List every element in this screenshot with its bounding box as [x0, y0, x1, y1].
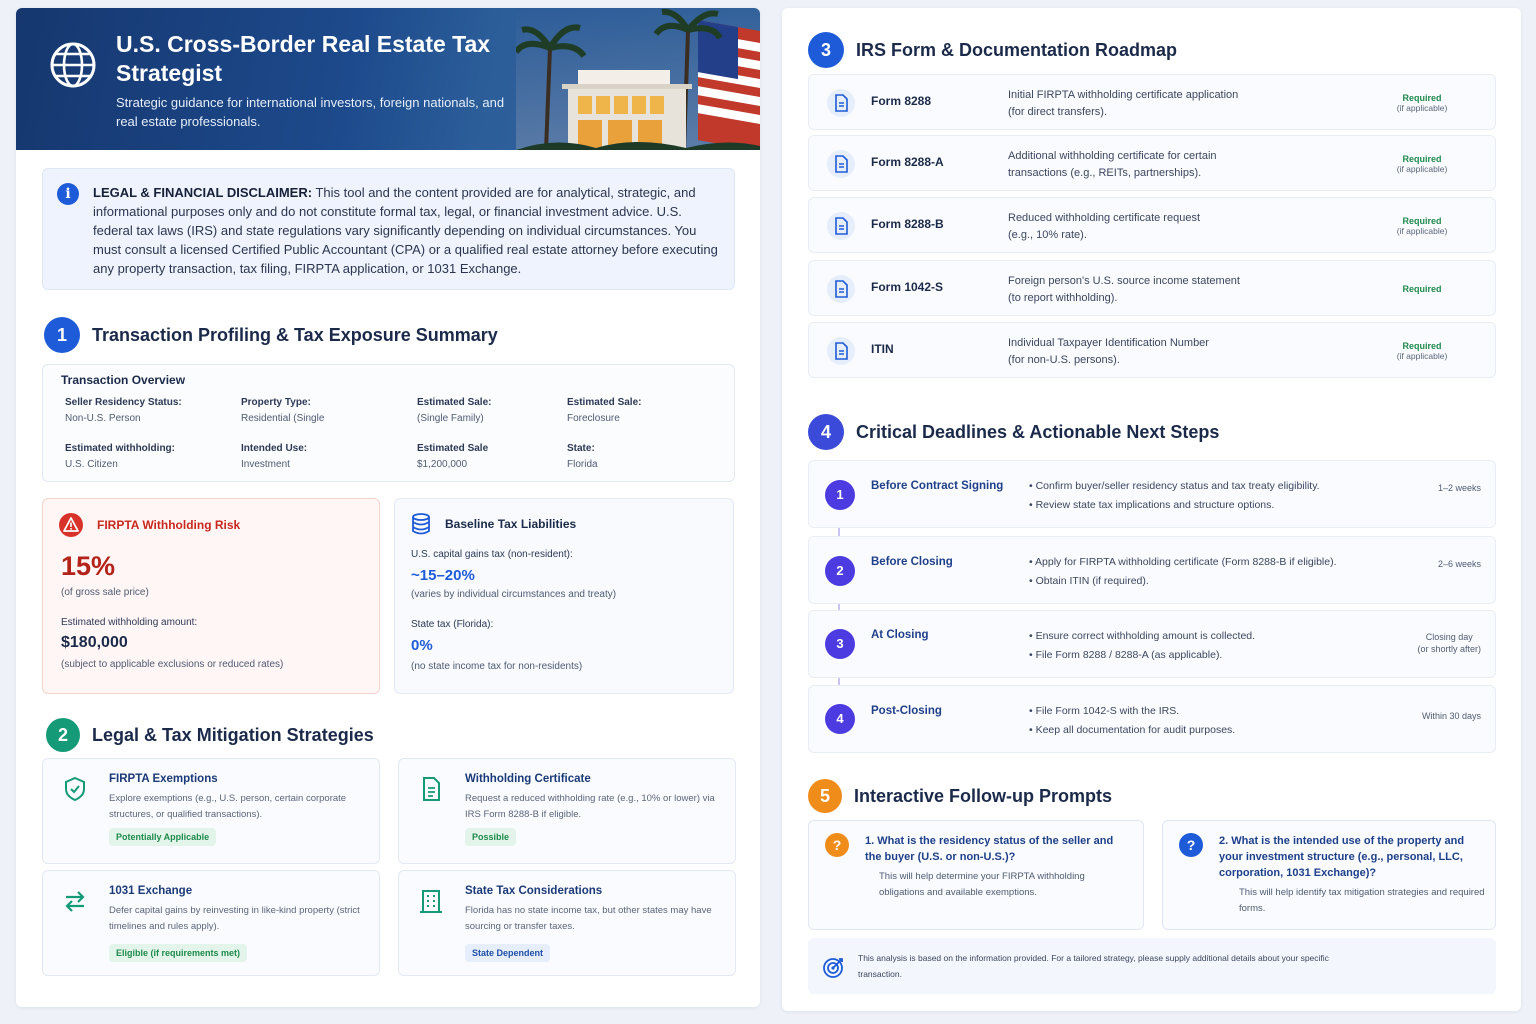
deadline-step: [808, 610, 1496, 678]
status-badge: State Dependent: [465, 944, 550, 962]
step-number: 4: [825, 704, 855, 734]
form-name: Form 1042-S: [871, 280, 944, 294]
form-name: Form 8288: [871, 94, 932, 108]
form-desc: Foreign person's U.S. source income statement: [1008, 275, 1240, 287]
strategy-desc: Request a reduced withholding rate (e.g., 10% or lower) via IRS Form 8288-B if eligible.: [465, 793, 715, 820]
section-2-header: [46, 718, 374, 752]
step-bullet: • Obtain ITIN (if required).: [1029, 575, 1149, 587]
step-title: At Closing: [871, 629, 929, 641]
form-desc: Individual Taxpayer Identification Number: [1008, 337, 1209, 349]
firpta-risk-card: [42, 498, 380, 694]
withholding-rate: 15%: [61, 551, 116, 581]
overview-cell: Seller Residency Status: Non-U.S. Person: [65, 397, 182, 424]
applicable-note: (if applicable): [1396, 164, 1448, 174]
strategy-card[interactable]: [398, 758, 736, 864]
strategy-desc: Explore exemptions (e.g., U.S. person, certain corporate structures, or qualified transactions).: [109, 793, 347, 820]
overview-cell: Property Type: Residential (Single: [241, 397, 325, 424]
section-1-header: [44, 317, 498, 353]
overview-cell: Estimated Sale $1,200,000: [417, 443, 489, 470]
document-icon: [827, 150, 855, 178]
deadline-step: [808, 536, 1496, 604]
info-icon: i: [57, 183, 79, 205]
required-label: Required: [1402, 216, 1442, 226]
section-number: 1: [44, 317, 80, 353]
deadline-step: [808, 460, 1496, 528]
card-title: Baseline Tax Liabilities: [445, 517, 577, 531]
amount-label: Estimated withholding amount:: [61, 617, 198, 628]
document-icon: [417, 775, 445, 803]
form-desc: (to report withholding).: [1008, 292, 1118, 304]
state-value: 0%: [411, 637, 433, 654]
document-icon: [827, 275, 855, 303]
status-badge: Potentially Applicable: [109, 828, 216, 846]
app-title: U.S. Cross-Border Real Estate Tax Strategist: [116, 31, 491, 86]
step-bullet: • File Form 8288 / 8288-A (as applicable).: [1029, 649, 1223, 661]
footer-text: This analysis is based on the information provided. For a tailored strategy, please supply additional details about your specific transaction.: [858, 953, 1329, 979]
step-bullet: • Confirm buyer/seller residency status and tax treaty eligibility.: [1029, 480, 1320, 492]
cg-value: ~15–20%: [411, 567, 475, 584]
form-desc: (for non-U.S. persons).: [1008, 354, 1120, 366]
right-panel: [782, 8, 1521, 1011]
strategy-title: Withholding Certificate: [465, 773, 591, 785]
transaction-overview: [42, 364, 735, 482]
strategy-title: 1031 Exchange: [109, 885, 193, 897]
overview-title: Transaction Overview: [61, 373, 186, 387]
overview-cell: Intended Use: Investment: [241, 443, 308, 470]
cg-label: U.S. capital gains tax (non-resident):: [411, 549, 573, 560]
required-label: Required: [1402, 341, 1442, 351]
disclaimer-text: This tool and the content provided are for analytical, strategic, and informational purposes only and do not constitute formal tax, legal, or financial investment advice. U.S. federal tax laws (IRS) and state regulations vary significantly depending on individual circumstances. You must consult a licensed Certified Public Accountant (CPA) or a qualified real estate attorney before executing any property transaction, tax filing, FIRPTA application, or 1031 Exchange.: [93, 185, 718, 276]
form-row[interactable]: [808, 197, 1496, 253]
prompt-question: 1. What is the residency status of the seller and the buyer (U.S. or non-U.S.)?: [865, 835, 1114, 863]
hero-banner: [16, 8, 760, 150]
step-bullet: • File Form 1042-S with the IRS.: [1029, 705, 1180, 717]
status-badge: Possible: [465, 828, 516, 846]
step-bullet: • Apply for FIRPTA withholding certificate (Form 8288-B if eligible).: [1029, 556, 1337, 568]
applicable-note: (if applicable): [1396, 226, 1448, 236]
prompt-desc: This will help identify tax mitigation strategies and required forms.: [1239, 887, 1485, 914]
app-subtitle: Strategic guidance for international investors, foreign nationals, and real estate professionals.: [116, 95, 505, 129]
step-bullet: • Review state tax implications and structure options.: [1029, 499, 1275, 511]
legal-disclaimer: [42, 168, 735, 290]
form-desc: Initial FIRPTA withholding certificate application: [1008, 89, 1239, 101]
step-number: 2: [825, 556, 855, 586]
form-desc: Additional withholding certificate for certain: [1008, 150, 1217, 162]
shield-check-icon: [61, 775, 89, 803]
database-icon: [411, 513, 431, 535]
form-row[interactable]: [808, 260, 1496, 316]
strategy-card[interactable]: [398, 870, 736, 976]
step-timeframe-note: (or shortly after): [1417, 644, 1481, 654]
section-title: Critical Deadlines & Actionable Next Steps: [856, 421, 1220, 442]
analysis-footer: [808, 938, 1496, 994]
rate-note: (of gross sale price): [61, 587, 149, 598]
prompt-question: 2. What is the intended use of the property and your investment structure (e.g., personal, LLC, corporation, 1031 Exchange)?: [1219, 835, 1465, 879]
applicable-note: (if applicable): [1396, 103, 1448, 113]
section-number: 5: [808, 779, 842, 813]
building-icon: [417, 887, 445, 915]
step-timeframe: Closing day: [1425, 632, 1473, 642]
document-icon: [827, 337, 855, 365]
house-flag-illustration: [516, 8, 760, 150]
document-icon: [827, 212, 855, 240]
required-label: Required: [1402, 93, 1442, 103]
form-desc: (e.g., 10% rate).: [1008, 229, 1087, 241]
state-label: State tax (Florida):: [411, 619, 494, 630]
document-icon: [827, 89, 855, 117]
card-title: FIRPTA Withholding Risk: [97, 518, 241, 532]
follow-up-prompt[interactable]: [808, 820, 1144, 930]
section-title: IRS Form & Documentation Roadmap: [856, 39, 1178, 60]
question-icon: ?: [1179, 833, 1203, 857]
strategy-desc: Florida has no state income tax, but other states may have sourcing or transfer taxes.: [465, 905, 712, 932]
form-row[interactable]: [808, 74, 1496, 130]
required-label: Required: [1402, 154, 1442, 164]
form-row[interactable]: [808, 322, 1496, 378]
step-timeframe: 1–2 weeks: [1437, 483, 1481, 493]
state-note: (no state income tax for non-residents): [411, 661, 583, 672]
overview-cell: State: Florida: [567, 443, 598, 470]
form-desc: transactions (e.g., REITs, partnerships).: [1008, 167, 1202, 179]
section-number: 3: [808, 32, 844, 68]
disclaimer-label: LEGAL & FINANCIAL DISCLAIMER:: [93, 185, 313, 200]
globe-icon: [48, 40, 98, 90]
exchange-arrows-icon: [61, 887, 89, 915]
section-3-header: [808, 32, 1177, 68]
step-title: Post-Closing: [871, 705, 942, 717]
form-name: Form 8288-A: [871, 155, 944, 169]
deadline-step: [808, 685, 1496, 753]
applicable-note: (if applicable): [1396, 351, 1448, 361]
step-bullet: • Ensure correct withholding amount is collected.: [1029, 630, 1256, 642]
section-title: Transaction Profiling & Tax Exposure Summary: [92, 324, 498, 345]
withholding-amount: $180,000: [61, 634, 128, 651]
status-badge: Eligible (if requirements met): [109, 944, 247, 962]
follow-up-prompt[interactable]: [1162, 820, 1496, 930]
strategy-desc: Defer capital gains by reinvesting in like-kind property (strict timelines and rules apply).: [109, 905, 360, 932]
prompt-desc: This will help determine your FIRPTA withholding obligations and available exemptions.: [879, 871, 1085, 898]
step-title: Before Contract Signing: [871, 480, 1004, 492]
baseline-tax-card: [394, 498, 734, 694]
step-timeframe: Within 30 days: [1421, 711, 1481, 721]
strategy-title: State Tax Considerations: [465, 885, 603, 897]
section-4-header: [808, 414, 1219, 450]
warning-icon: [59, 513, 83, 537]
target-icon: [822, 955, 846, 979]
overview-cell: Estimated withholding: U.S. Citizen: [65, 443, 175, 470]
section-number: 4: [808, 414, 844, 450]
step-bullet: • Keep all documentation for audit purposes.: [1029, 724, 1236, 736]
section-title: Interactive Follow-up Prompts: [854, 785, 1113, 806]
form-name: ITIN: [871, 342, 894, 356]
section-number: 2: [46, 718, 80, 752]
section-5-header: [808, 779, 1112, 813]
step-timeframe: 2–6 weeks: [1437, 559, 1481, 569]
strategy-card[interactable]: [42, 758, 380, 864]
form-desc: (for direct transfers).: [1008, 106, 1108, 118]
step-number: 1: [825, 480, 855, 510]
question-icon: ?: [825, 833, 849, 857]
form-name: Form 8288-B: [871, 217, 944, 231]
strategy-title: FIRPTA Exemptions: [109, 773, 218, 785]
overview-cell: Estimated Sale: (Single Family): [417, 397, 492, 424]
cg-note: (varies by individual circumstances and treaty): [411, 589, 617, 600]
form-row[interactable]: [808, 135, 1496, 191]
strategy-card[interactable]: [42, 870, 380, 976]
form-desc: Reduced withholding certificate request: [1008, 212, 1201, 224]
section-title: Legal & Tax Mitigation Strategies: [92, 724, 374, 745]
required-label: Required: [1402, 284, 1442, 294]
overview-cell: Estimated Sale: Foreclosure: [567, 397, 642, 424]
amount-note: (subject to applicable exclusions or reduced rates): [61, 659, 284, 670]
step-title: Before Closing: [871, 556, 953, 568]
left-panel: [16, 8, 760, 1007]
step-number: 3: [825, 629, 855, 659]
